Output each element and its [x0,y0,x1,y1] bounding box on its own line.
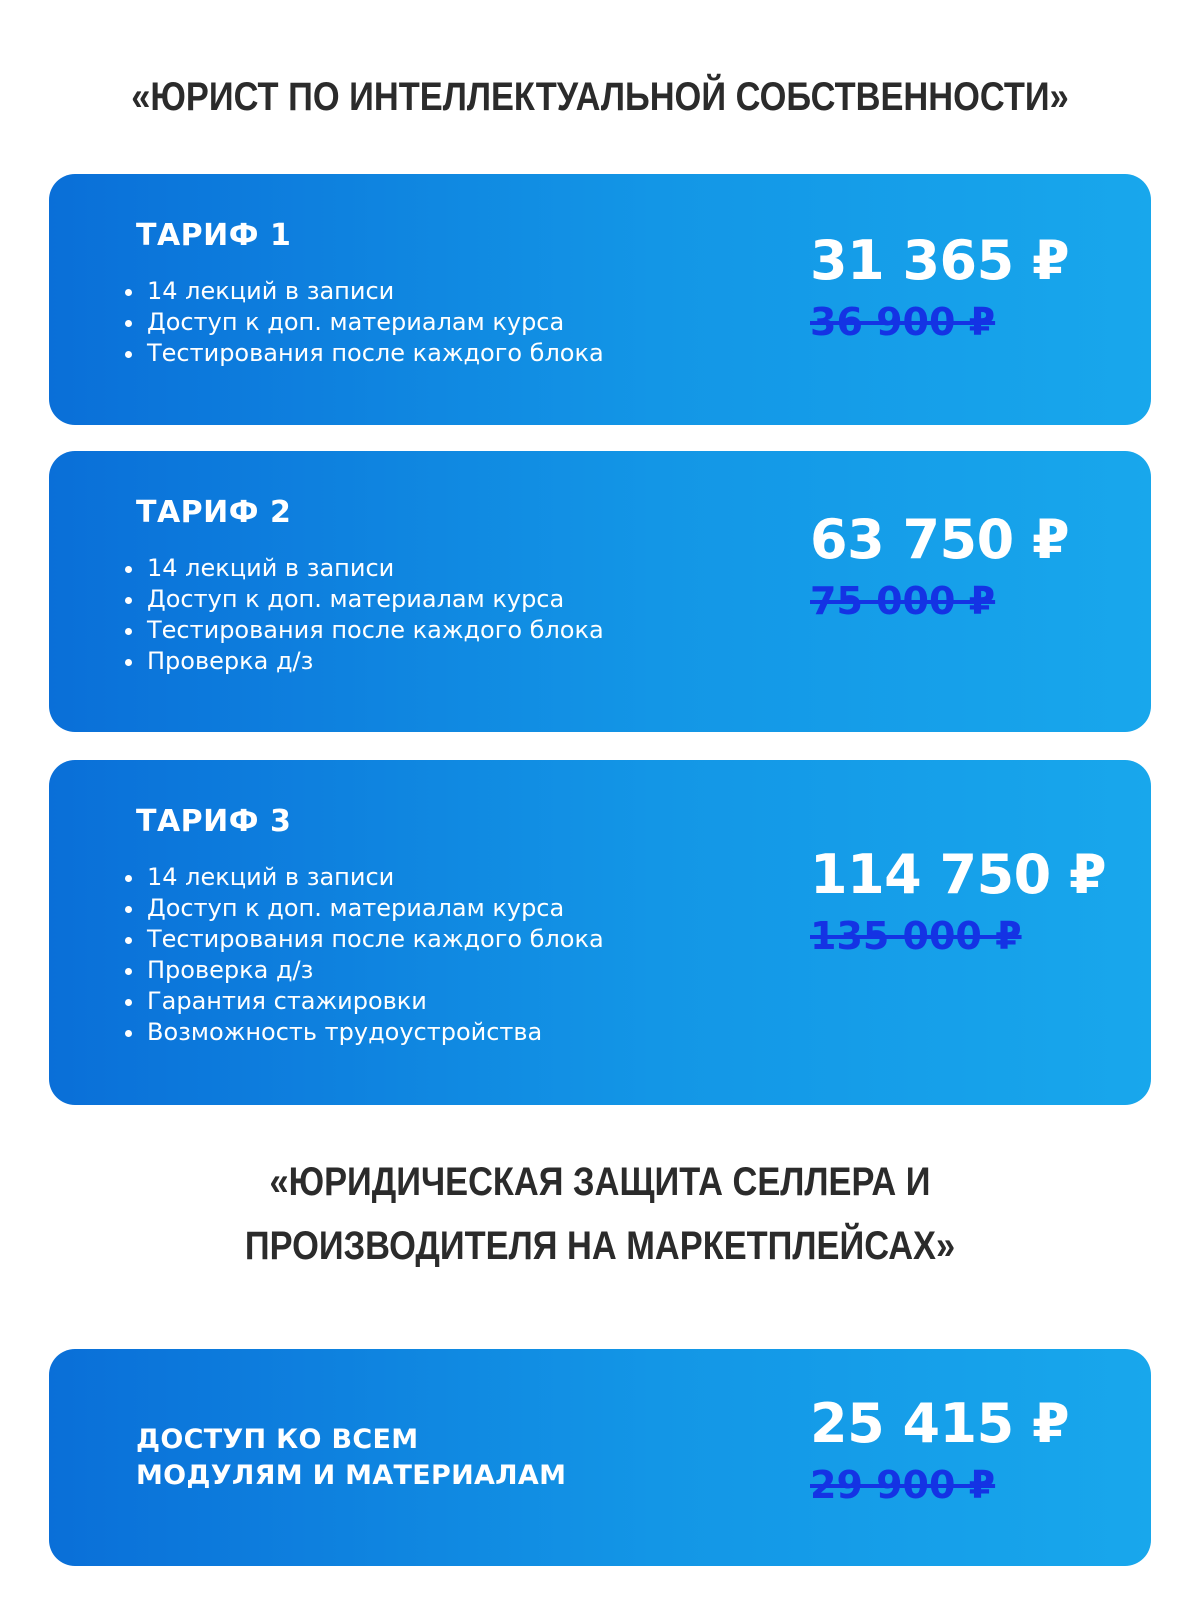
section-heading-ip-lawyer: «ЮРИСТ ПО ИНТЕЛЛЕКТУАЛЬНОЙ СОБСТВЕННОСТИ» [131,75,1069,119]
feature-list [121,276,604,369]
old-price: 36 900 ₽ [810,300,996,344]
price: 63 750 ₽ [810,508,1070,571]
old-price: 75 000 ₽ [810,579,996,623]
old-price: 29 900 ₽ [810,1463,996,1507]
access-text-line: ДОСТУП КО ВСЕМ [136,1424,419,1455]
price: 31 365 ₽ [810,229,1070,292]
feature-item: 14 лекций в записи [121,553,604,584]
tariff-title: ТАРИФ 3 [136,804,292,839]
feature-item: Доступ к доп. материалам курса [121,584,604,615]
price: 114 750 ₽ [810,843,1107,906]
access-text-line: МОДУЛЯМ И МАТЕРИАЛАМ [136,1460,567,1491]
feature-item: Тестирования после каждого блока [121,924,604,955]
feature-item: 14 лекций в записи [121,276,604,307]
feature-list [121,862,604,1048]
price: 25 415 ₽ [810,1392,1070,1455]
feature-item: Проверка д/з [121,646,604,677]
old-price: 135 000 ₽ [810,914,1022,958]
feature-list [121,553,604,677]
section-heading-seller-protection [84,1150,1116,1278]
feature-item: Проверка д/з [121,955,604,986]
tariff-card-3[interactable] [49,760,1151,1105]
tariff-card-1[interactable] [49,174,1151,425]
feature-item: Гарантия стажировки [121,986,604,1017]
feature-item: Доступ к доп. материалам курса [121,893,604,924]
tariff-card-2[interactable] [49,451,1151,732]
feature-item: Возможность трудоустройства [121,1017,604,1048]
feature-item: Доступ к доп. материалам курса [121,307,604,338]
tariff-title: ТАРИФ 1 [136,218,292,253]
feature-item: Тестирования после каждого блока [121,615,604,646]
access-card[interactable] [49,1349,1151,1566]
feature-item: Тестирования после каждого блока [121,338,604,369]
heading-line: ПРОИЗВОДИТЕЛЯ НА МАРКЕТПЛЕЙСАХ» [244,1224,956,1268]
access-description [136,1422,566,1494]
tariff-title: ТАРИФ 2 [136,495,292,530]
feature-item: 14 лекций в записи [121,862,604,893]
heading-line: «ЮРИДИЧЕСКАЯ ЗАЩИТА СЕЛЛЕРА И [269,1160,931,1204]
